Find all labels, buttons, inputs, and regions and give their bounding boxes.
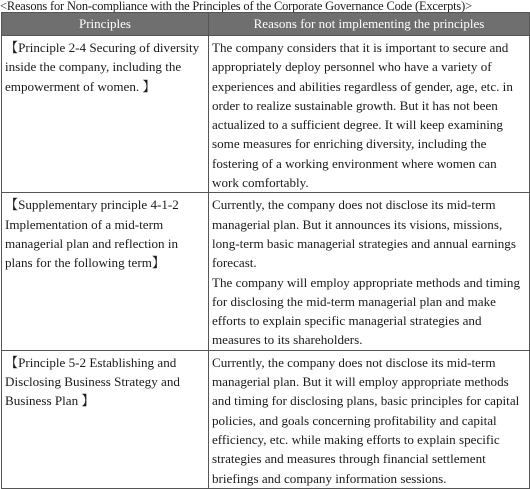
- reason-paragraph: Currently, the company does not disclose its mid-term managerial plan. But it announces its visions, missions, long-term basic managerial strategies and annual earnings forecast.: [212, 197, 516, 271]
- table-row: [2, 193, 530, 350]
- governance-code-table: [1, 12, 530, 489]
- header-reasons: Reasons for not implementing the principles: [209, 13, 530, 36]
- table-header-row: [2, 13, 530, 36]
- reason-cell: [209, 350, 530, 488]
- reason-cell: [209, 36, 530, 193]
- table-row: [2, 36, 530, 193]
- header-principles: Principles: [2, 13, 209, 36]
- principle-cell: 【Principle 2-4 Securing of diversity inside the company, including the empowerment of women. 】: [2, 36, 209, 193]
- reason-cell: [209, 193, 530, 350]
- reason-paragraph: The company considers that it is important to secure and appropriately deploy personnel who have a variety of experiences and abilities regardless of gender, age, etc. in order to realize sustainable growth. But it has not been actualized to a sufficient degree. It will keep examining some measures for enriching diversity, including the fostering of a working environment where women can work comfortably.: [212, 40, 513, 191]
- reason-paragraph: Currently, the company does not disclose its mid-term managerial plan. But it will employ appropriate methods and timing for disclosing plans, basic principles for capital policies, and goals concerning profitability and capital efficiency, etc. while making efforts to explain specific strategies and measures through financial settlement briefings and company information sessions.: [212, 354, 520, 486]
- table-row: [2, 350, 530, 488]
- reason-paragraph: The company will employ appropriate methods and timing for disclosing the mid-term managerial plan and make efforts to explain specific managerial strategies and measures to its shareholders.: [212, 274, 520, 348]
- principle-cell: 【Principle 5-2 Establishing and Disclosing Business Strategy and Business Plan 】: [2, 350, 209, 488]
- table-caption: <Reasons for Non-compliance with the Principles of the Corporate Governance Code (Excerpts)>: [0, 0, 472, 13]
- principle-cell: 【Supplementary principle 4-1-2 Implementation of a mid-term managerial plan and reflection in plans for the following term】: [2, 193, 209, 350]
